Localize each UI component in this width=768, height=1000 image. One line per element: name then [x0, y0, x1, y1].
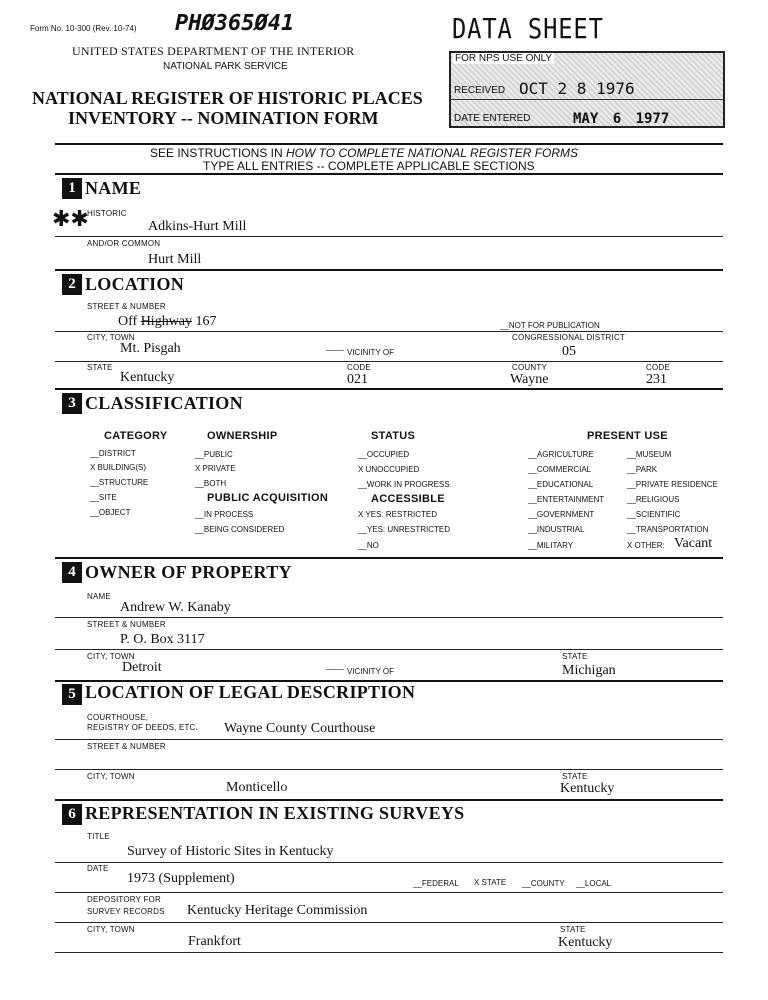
county-value: Wayne	[510, 372, 549, 387]
present-use-heading: PRESENT USE	[587, 430, 668, 442]
street-label: STREET & NUMBER	[87, 302, 166, 311]
rule	[55, 361, 723, 362]
rule	[55, 143, 723, 145]
instructions-link: HOW TO COMPLETE NATIONAL REGISTER FORMS	[286, 146, 579, 160]
owner-name-label: NAME	[87, 592, 111, 601]
vicinity-blank[interactable]: ____	[326, 661, 344, 670]
present-use-option[interactable]: __GOVERNMENT	[528, 510, 595, 519]
section-3-title: CLASSIFICATION	[85, 393, 243, 413]
rule	[55, 331, 723, 332]
not-for-publication[interactable]: __NOT FOR PUBLICATION	[500, 321, 600, 330]
courthouse-state-value: Kentucky	[560, 781, 615, 796]
rule	[55, 173, 723, 175]
received-line	[451, 99, 723, 100]
state-value: Kentucky	[120, 370, 175, 385]
present-use-option[interactable]: __MILITARY	[528, 541, 574, 550]
nps-use-box	[449, 51, 725, 128]
rule	[55, 799, 723, 801]
county-code-label: CODE	[646, 363, 670, 372]
survey-title-value: Survey of Historic Sites in Kentucky	[127, 844, 334, 859]
survey-state-option[interactable]: X STATE	[474, 878, 507, 887]
status-option[interactable]: __WORK IN PROGRESS	[358, 480, 450, 489]
street-number: 167	[195, 314, 217, 329]
congressional-district-label: CONGRESSIONAL DISTRICT	[512, 333, 626, 342]
category-heading: CATEGORY	[104, 430, 168, 442]
date-entered-stamp: MAY 6 1977	[573, 111, 670, 127]
common-name: Hurt Mill	[148, 252, 202, 267]
survey-city-label: CITY, TOWN	[87, 925, 135, 934]
survey-date-label: DATE	[87, 864, 109, 873]
accessible-heading: ACCESSIBLE	[371, 493, 445, 505]
survey-county-option[interactable]: __COUNTY	[522, 879, 565, 888]
present-use-option[interactable]: __MUSEUM	[627, 450, 672, 459]
section-5-title: LOCATION OF LEGAL DESCRIPTION	[85, 682, 416, 702]
instructions-line1	[150, 146, 578, 160]
section-6-number: 6	[62, 804, 82, 825]
depository-label-1: DEPOSITORY FOR	[87, 895, 161, 904]
section-1-number: 1	[62, 178, 82, 199]
depository-label-2: SURVEY RECORDS	[87, 907, 165, 916]
present-use-option[interactable]: __AGRICULTURE	[528, 450, 594, 459]
section-4-title: OWNER OF PROPERTY	[85, 562, 292, 582]
street-value	[118, 314, 217, 330]
ownership-option[interactable]: X PRIVATE	[195, 464, 236, 473]
county-code-value: 231	[646, 372, 667, 387]
state-code-value: 021	[347, 372, 368, 387]
present-use-other-value: Vacant	[674, 536, 713, 551]
accessible-option[interactable]: X YES: RESTRICTED	[358, 510, 437, 519]
city-value: Mt. Pisgah	[120, 341, 181, 356]
rule	[55, 649, 723, 650]
survey-city-value: Frankfort	[188, 934, 241, 949]
nps-use-only-label: FOR NPS USE ONLY	[455, 53, 553, 64]
section-6-title: REPRESENTATION IN EXISTING SURVEYS	[85, 803, 465, 823]
survey-date-value: 1973 (Supplement)	[127, 871, 235, 886]
instructions-prefix: SEE INSTRUCTIONS IN	[150, 146, 287, 160]
rule	[55, 862, 723, 863]
owner-street-value: P. O. Box 3117	[120, 632, 205, 647]
section-1-title: NAME	[85, 178, 142, 198]
congressional-district-value: 05	[562, 344, 576, 359]
owner-state-label: STATE	[562, 652, 588, 661]
section-4-number: 4	[62, 562, 82, 583]
present-use-option[interactable]: __PARK	[627, 465, 658, 474]
accessible-option[interactable]: __NO	[358, 541, 379, 550]
present-use-other-option[interactable]: X OTHER:	[627, 541, 665, 550]
section-5-number: 5	[62, 684, 82, 705]
category-option[interactable]: __STRUCTURE	[90, 478, 149, 487]
street-struck: Highway	[140, 314, 193, 329]
owner-state-value: Michigan	[562, 663, 616, 678]
status-heading: STATUS	[371, 430, 416, 442]
survey-state-label: STATE	[560, 925, 586, 934]
city-label: CITY, TOWN	[87, 333, 135, 342]
owner-name-value: Andrew W. Kanaby	[120, 600, 231, 615]
code-label: CODE	[347, 363, 371, 372]
rule	[55, 269, 723, 271]
depository-value: Kentucky Heritage Commission	[187, 903, 368, 918]
rule	[55, 952, 723, 953]
present-use-option[interactable]: __COMMERCIAL	[528, 465, 592, 474]
category-option[interactable]: __DISTRICT	[90, 449, 136, 458]
street-off: Off	[118, 314, 138, 329]
data-sheet-stamp: DATA SHEET	[452, 12, 604, 45]
rule	[55, 892, 723, 893]
present-use-option[interactable]: __PRIVATE RESIDENCE	[627, 480, 718, 489]
form-title-line2: INVENTORY -- NOMINATION FORM	[68, 108, 379, 128]
accessible-option[interactable]: __YES: UNRESTRICTED	[358, 525, 451, 534]
historic-label: HISTORIC	[87, 209, 127, 218]
section-2-number: 2	[62, 274, 82, 295]
handwritten-id: PHØ365Ø41	[175, 11, 295, 36]
handwritten-asterisks: ✱✱	[52, 206, 89, 231]
vicinity-label: VICINITY OF	[347, 667, 394, 676]
form-number: Form No. 10-300 (Rev. 10-74)	[30, 24, 137, 33]
present-use-option[interactable]: __INDUSTRIAL	[528, 525, 585, 534]
survey-title-label: TITLE	[87, 832, 110, 841]
ownership-option[interactable]: __BOTH	[195, 479, 227, 488]
category-option[interactable]: __SITE	[90, 493, 117, 502]
courthouse-city-value: Monticello	[226, 780, 288, 795]
owner-street-label: STREET & NUMBER	[87, 620, 166, 629]
common-name-label: AND/OR COMMON	[87, 239, 161, 248]
survey-state-value: Kentucky	[558, 935, 613, 950]
rule	[55, 922, 723, 923]
owner-city-value: Detroit	[122, 660, 162, 675]
present-use-option[interactable]: __ENTERTAINMENT	[528, 495, 605, 504]
historic-name: Adkins-Hurt Mill	[148, 219, 247, 234]
category-option[interactable]: X BUILDING(S)	[90, 463, 147, 472]
survey-federal-option[interactable]: __FEDERAL	[413, 879, 459, 888]
state-label: STATE	[87, 363, 113, 372]
county-label: COUNTY	[512, 363, 547, 372]
rule	[55, 388, 723, 390]
rule	[55, 617, 723, 618]
acquisition-option[interactable]: __BEING CONSIDERED	[195, 525, 285, 534]
instructions-line2: TYPE ALL ENTRIES -- COMPLETE APPLICABLE SECTIONS	[203, 159, 535, 173]
survey-local-option[interactable]: __LOCAL	[576, 879, 612, 888]
received-stamp: OCT 2 8 1976	[519, 79, 635, 98]
courthouse-street-label: STREET & NUMBER	[87, 742, 166, 751]
category-option[interactable]: __OBJECT	[90, 508, 131, 517]
courthouse-value: Wayne County Courthouse	[224, 721, 376, 736]
acquisition-option[interactable]: __IN PROCESS	[195, 510, 254, 519]
rule	[55, 769, 723, 770]
vicinity-label: VICINITY OF	[347, 348, 394, 357]
status-option[interactable]: X UNOCCUPIED	[358, 465, 420, 474]
service-name: NATIONAL PARK SERVICE	[163, 61, 288, 72]
ownership-heading: OWNERSHIP	[207, 430, 278, 442]
present-use-option[interactable]: __TRANSPORTATION	[627, 525, 709, 534]
date-entered-label: DATE ENTERED	[454, 113, 531, 124]
section-3-number: 3	[62, 393, 82, 414]
form-title-line1: NATIONAL REGISTER OF HISTORIC PLACES	[32, 88, 423, 108]
rule	[55, 236, 723, 237]
owner-city-label: CITY, TOWN	[87, 652, 135, 661]
rule	[55, 739, 723, 740]
department-name: UNITED STATES DEPARTMENT OF THE INTERIOR	[72, 44, 355, 58]
courthouse-city-label: CITY, TOWN	[87, 772, 135, 781]
present-use-option[interactable]: __EDUCATIONAL	[528, 480, 594, 489]
public-acquisition-heading: PUBLIC ACQUISITION	[207, 492, 329, 504]
status-option[interactable]: __OCCUPIED	[358, 450, 410, 459]
courthouse-label-2: REGISTRY OF DEEDS, ETC.	[87, 723, 198, 732]
courthouse-label-1: COURTHOUSE,	[87, 713, 149, 722]
section-2-title: LOCATION	[85, 274, 185, 294]
ownership-option[interactable]: __PUBLIC	[195, 450, 233, 459]
rule	[55, 557, 723, 559]
received-label: RECEIVED	[454, 85, 506, 96]
courthouse-state-label: STATE	[562, 772, 588, 781]
vicinity-blank[interactable]: ____	[326, 342, 344, 351]
present-use-option[interactable]: __SCIENTIFIC	[627, 510, 681, 519]
present-use-option[interactable]: __RELIGIOUS	[627, 495, 680, 504]
